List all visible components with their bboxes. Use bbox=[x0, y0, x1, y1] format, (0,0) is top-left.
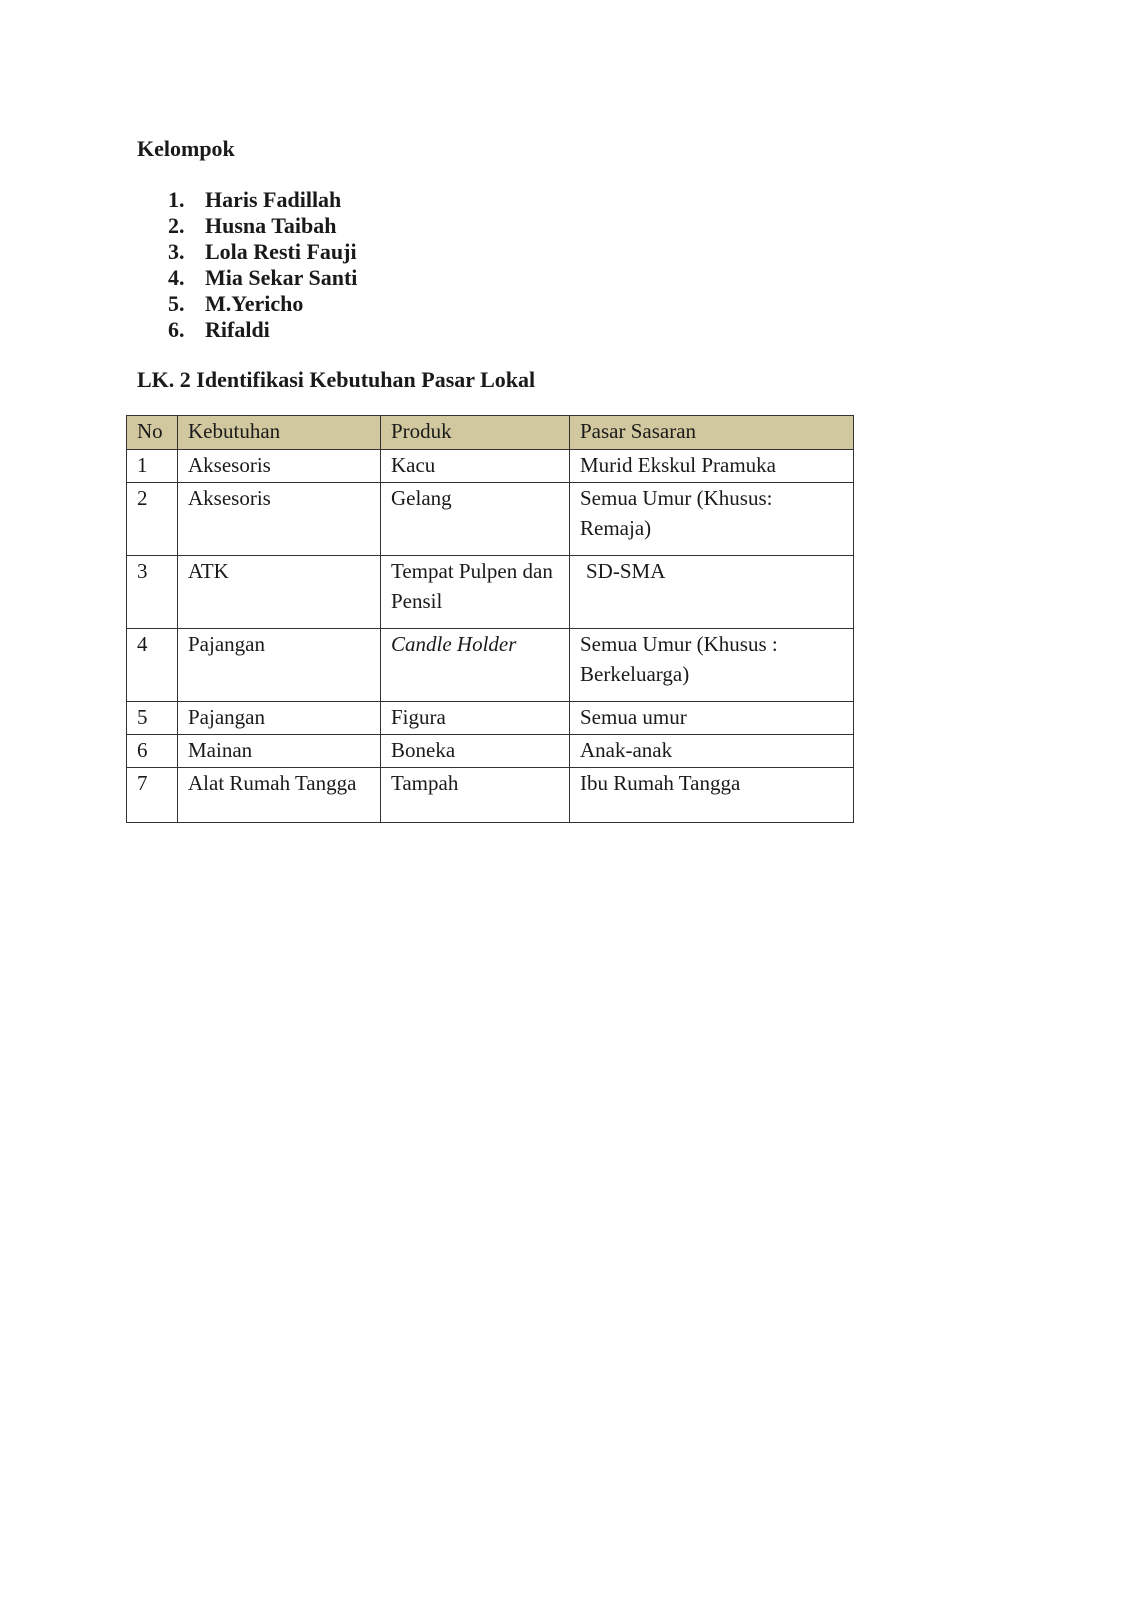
list-item bbox=[168, 265, 357, 291]
cell-pasar-sasaran: Anak-anak bbox=[570, 735, 854, 768]
member-name: Lola Resti Fauji bbox=[205, 239, 357, 264]
cell-kebutuhan: Pajangan bbox=[178, 629, 381, 702]
cell-produk: Tampah bbox=[381, 768, 570, 823]
needs-table bbox=[126, 415, 854, 823]
cell-no: 4 bbox=[127, 629, 178, 702]
cell-pasar-sasaran: Semua Umur (Khusus : Berkeluarga) bbox=[570, 629, 854, 702]
list-item bbox=[168, 187, 357, 213]
cell-produk: Figura bbox=[381, 702, 570, 735]
member-number: 2. bbox=[168, 213, 185, 238]
table-row bbox=[127, 768, 854, 823]
cell-pasar-sasaran: Murid Ekskul Pramuka bbox=[570, 450, 854, 483]
member-number: 4. bbox=[168, 265, 185, 290]
table-row bbox=[127, 702, 854, 735]
cell-no: 6 bbox=[127, 735, 178, 768]
member-list bbox=[168, 187, 357, 343]
cell-produk: Tempat Pulpen dan Pensil bbox=[381, 556, 570, 629]
section-title: LK. 2 Identifikasi Kebutuhan Pasar Lokal bbox=[137, 367, 536, 392]
group-heading: Kelompok bbox=[137, 136, 235, 161]
cell-kebutuhan: Aksesoris bbox=[178, 450, 381, 483]
cell-no: 5 bbox=[127, 702, 178, 735]
cell-pasar-sasaran: Semua umur bbox=[570, 702, 854, 735]
cell-pasar-sasaran-text: SD-SMA bbox=[586, 559, 666, 583]
cell-pasar-sasaran bbox=[570, 556, 854, 629]
table-header-row bbox=[127, 416, 854, 450]
table-row bbox=[127, 483, 854, 556]
member-name: Husna Taibah bbox=[205, 213, 337, 238]
table-row bbox=[127, 556, 854, 629]
column-header-produk: Produk bbox=[381, 416, 570, 450]
table-row bbox=[127, 450, 854, 483]
cell-kebutuhan: Pajangan bbox=[178, 702, 381, 735]
column-header-no: No bbox=[127, 416, 178, 450]
cell-no: 7 bbox=[127, 768, 178, 823]
list-item bbox=[168, 317, 357, 343]
cell-kebutuhan: Alat Rumah Tangga bbox=[178, 768, 381, 823]
column-header-pasar-sasaran: Pasar Sasaran bbox=[570, 416, 854, 450]
table-row bbox=[127, 735, 854, 768]
member-number: 3. bbox=[168, 239, 185, 264]
table-row bbox=[127, 629, 854, 702]
member-name: Mia Sekar Santi bbox=[205, 265, 358, 290]
cell-kebutuhan: ATK bbox=[178, 556, 381, 629]
list-item bbox=[168, 213, 357, 239]
member-name: Rifaldi bbox=[205, 317, 270, 342]
member-name: Haris Fadillah bbox=[205, 187, 342, 212]
cell-no: 1 bbox=[127, 450, 178, 483]
cell-produk: Boneka bbox=[381, 735, 570, 768]
list-item bbox=[168, 291, 357, 317]
member-number: 5. bbox=[168, 291, 185, 316]
member-number: 6. bbox=[168, 317, 185, 342]
member-number: 1. bbox=[168, 187, 185, 212]
column-header-kebutuhan: Kebutuhan bbox=[178, 416, 381, 450]
cell-no: 3 bbox=[127, 556, 178, 629]
cell-no: 2 bbox=[127, 483, 178, 556]
cell-kebutuhan: Mainan bbox=[178, 735, 381, 768]
cell-kebutuhan: Aksesoris bbox=[178, 483, 381, 556]
cell-produk: Gelang bbox=[381, 483, 570, 556]
cell-pasar-sasaran: Semua Umur (Khusus: Remaja) bbox=[570, 483, 854, 556]
list-item bbox=[168, 239, 357, 265]
cell-produk: Kacu bbox=[381, 450, 570, 483]
cell-pasar-sasaran: Ibu Rumah Tangga bbox=[570, 768, 854, 823]
member-name: M.Yericho bbox=[205, 291, 304, 316]
cell-produk: Candle Holder bbox=[381, 629, 570, 702]
